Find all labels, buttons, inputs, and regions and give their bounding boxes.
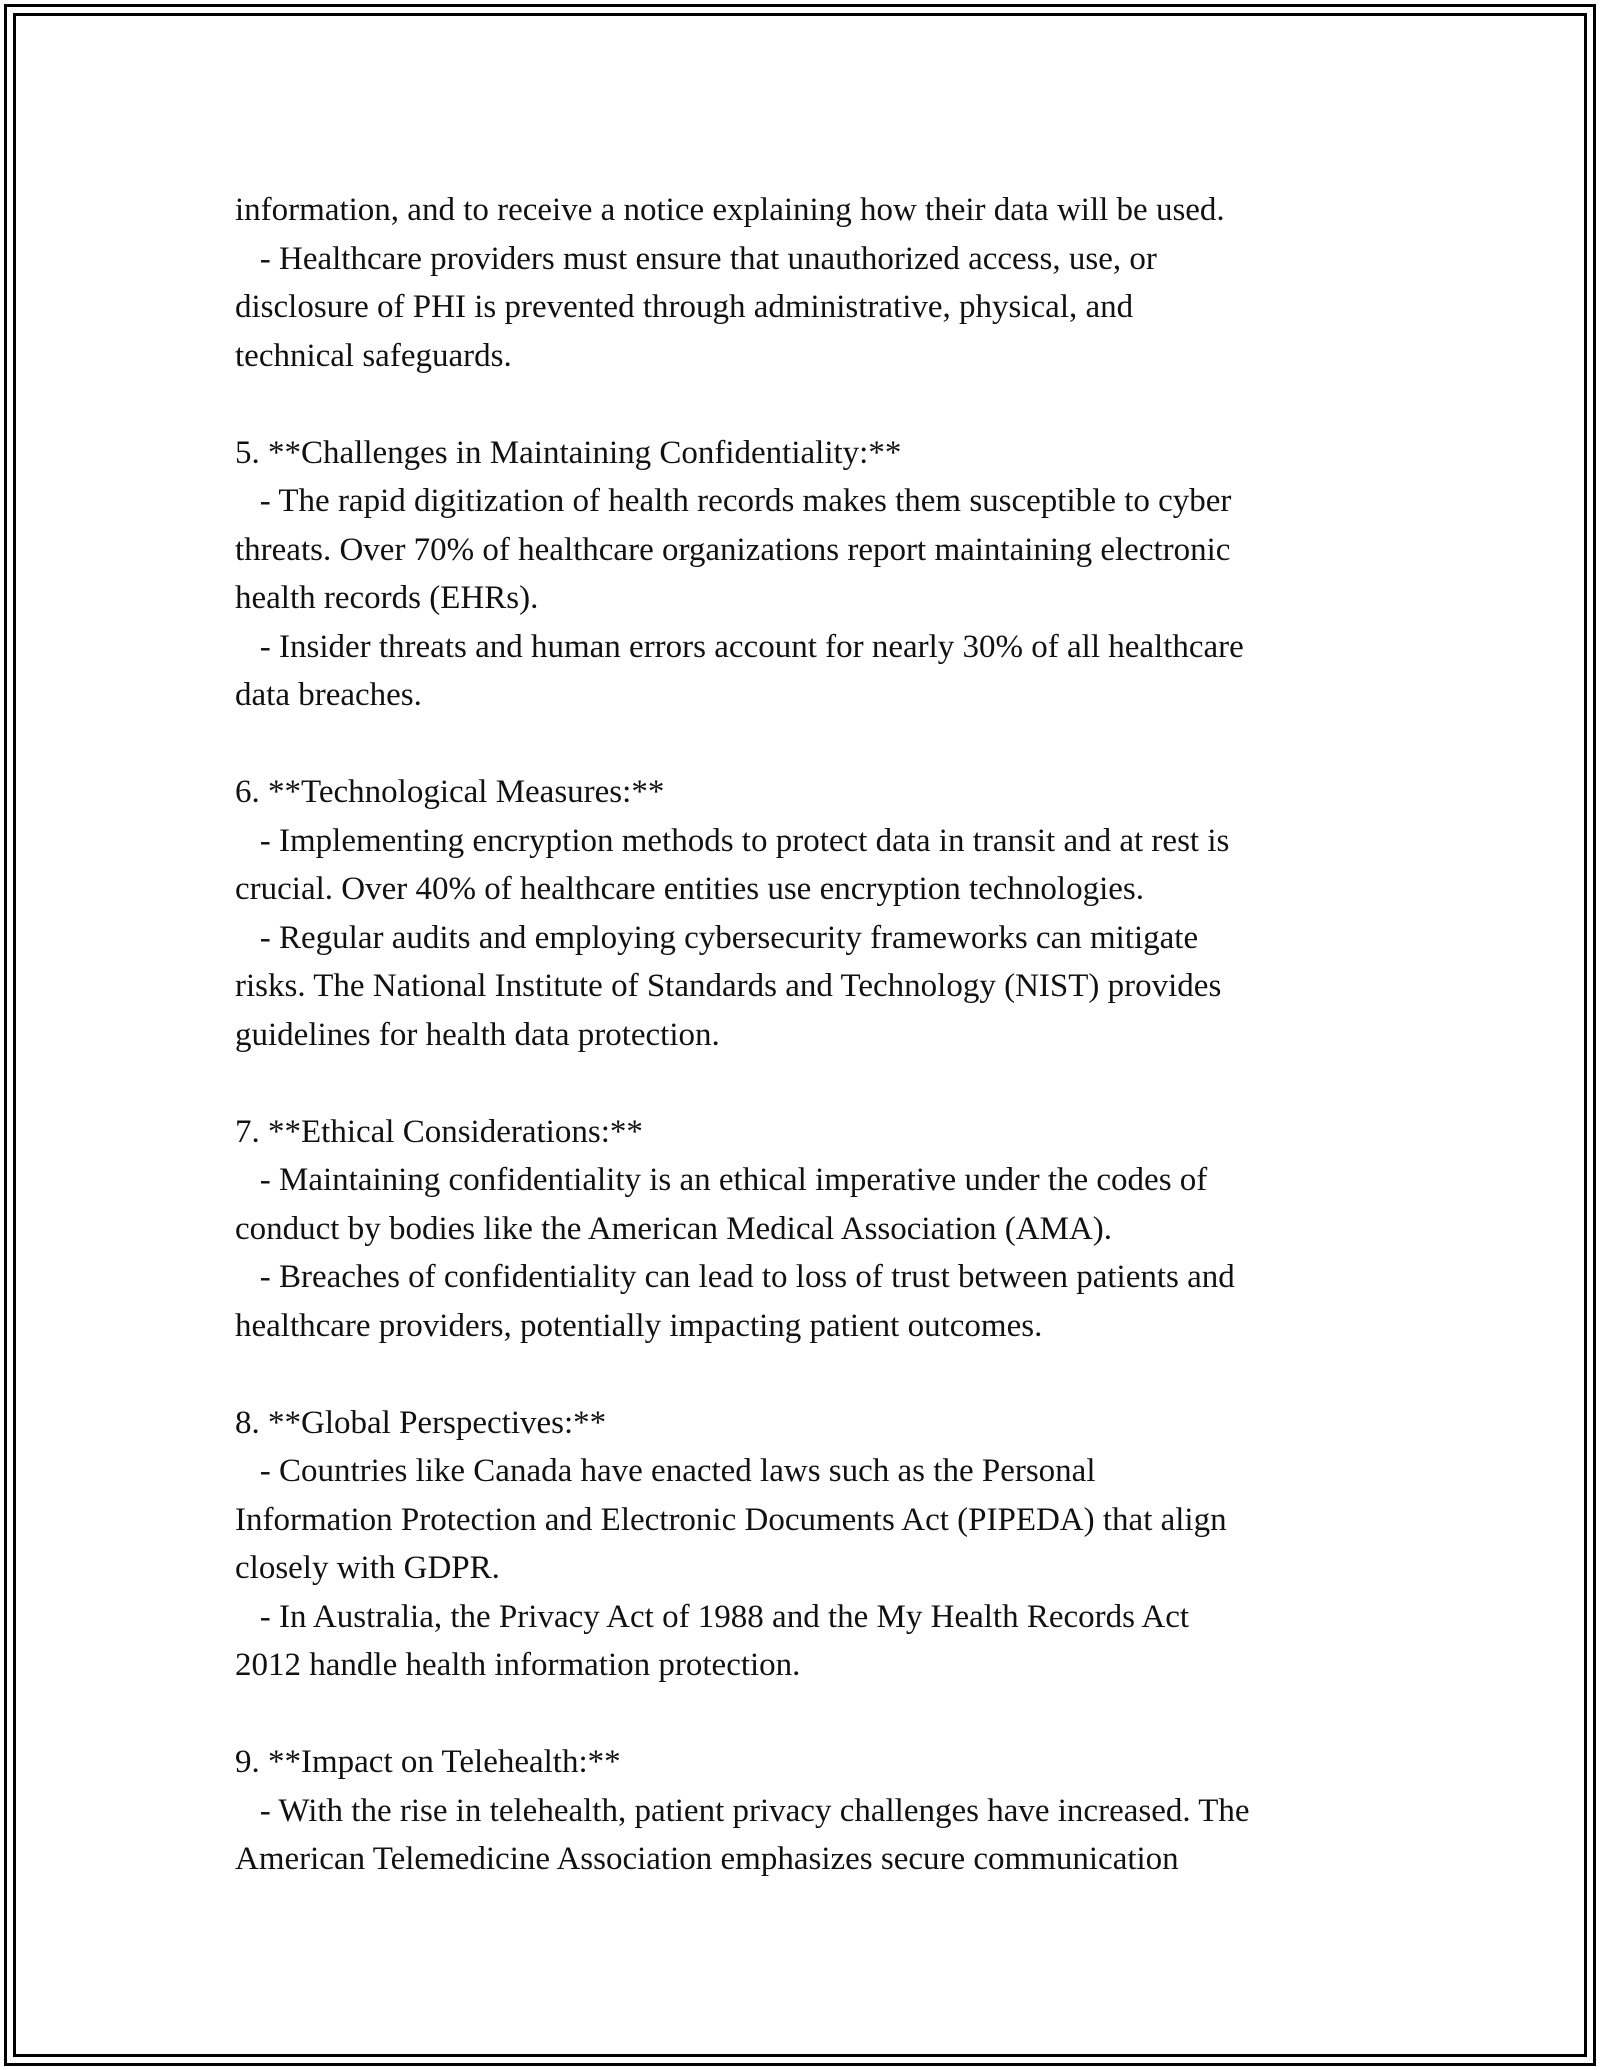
text-line: 5. **Challenges in Maintaining Confidentiality:** xyxy=(235,434,902,471)
text-line: information, and to receive a notice explaining how their data will be used. xyxy=(235,192,1225,228)
text-line: Information Protection and Electronic Documents Act (PIPEDA) that align xyxy=(235,1501,1227,1538)
text-line: disclosure of PHI is prevented through administrative, physical, and xyxy=(235,289,1134,325)
text-line: - Healthcare providers must ensure that unauthorized access, use, or xyxy=(235,240,1157,277)
text-line: - Breaches of confidentiality can lead to loss of trust between patients and xyxy=(235,1259,1235,1295)
blank-line xyxy=(235,380,1415,429)
text-line: guidelines for health data protection. xyxy=(235,1016,720,1053)
text-line: 7. **Ethical Considerations:** xyxy=(235,1113,643,1150)
text-line: health records (EHRs). xyxy=(235,580,539,616)
text-line: crucial. Over 40% of healthcare entities use encryption technologies. xyxy=(235,871,1144,907)
text-line: healthcare providers, potentially impacting patient outcomes. xyxy=(235,1307,1043,1344)
document-body xyxy=(235,186,1415,1884)
text-line: technical safeguards. xyxy=(235,337,512,374)
blank-line xyxy=(235,1350,1415,1399)
text-line: closely with GDPR. xyxy=(235,1550,500,1586)
blank-line xyxy=(235,1690,1415,1739)
text-line: - Regular audits and employing cybersecurity frameworks can mitigate xyxy=(235,919,1199,956)
text-line: threats. Over 70% of healthcare organizations report maintaining electronic xyxy=(235,531,1231,568)
text-line: - Insider threats and human errors account for nearly 30% of all healthcare xyxy=(235,628,1244,665)
text-line: - In Australia, the Privacy Act of 1988 and the My Health Records Act xyxy=(235,1598,1190,1635)
text-line: - Implementing encryption methods to protect data in transit and at rest is xyxy=(235,822,1230,859)
blank-line xyxy=(235,1059,1415,1108)
blank-line xyxy=(235,720,1415,769)
text-line: - Countries like Canada have enacted laws such as the Personal xyxy=(235,1453,1096,1489)
text-line: American Telemedicine Association emphasizes secure communication xyxy=(235,1841,1179,1877)
text-line: 8. **Global Perspectives:** xyxy=(235,1404,607,1441)
text-line: data breaches. xyxy=(235,677,422,713)
text-line: conduct by bodies like the American Medical Association (AMA). xyxy=(235,1210,1113,1247)
text-line: - The rapid digitization of health records makes them susceptible to cyber xyxy=(235,483,1232,519)
text-line: 9. **Impact on Telehealth:** xyxy=(235,1744,621,1780)
text-line: - With the rise in telehealth, patient privacy challenges have increased. The xyxy=(235,1792,1250,1829)
text-line: 2012 handle health information protection. xyxy=(235,1647,801,1683)
text-line: - Maintaining confidentiality is an ethical imperative under the codes of xyxy=(235,1162,1208,1198)
text-line: 6. **Technological Measures:** xyxy=(235,774,665,810)
text-line: risks. The National Institute of Standards and Technology (NIST) provides xyxy=(235,968,1222,1004)
